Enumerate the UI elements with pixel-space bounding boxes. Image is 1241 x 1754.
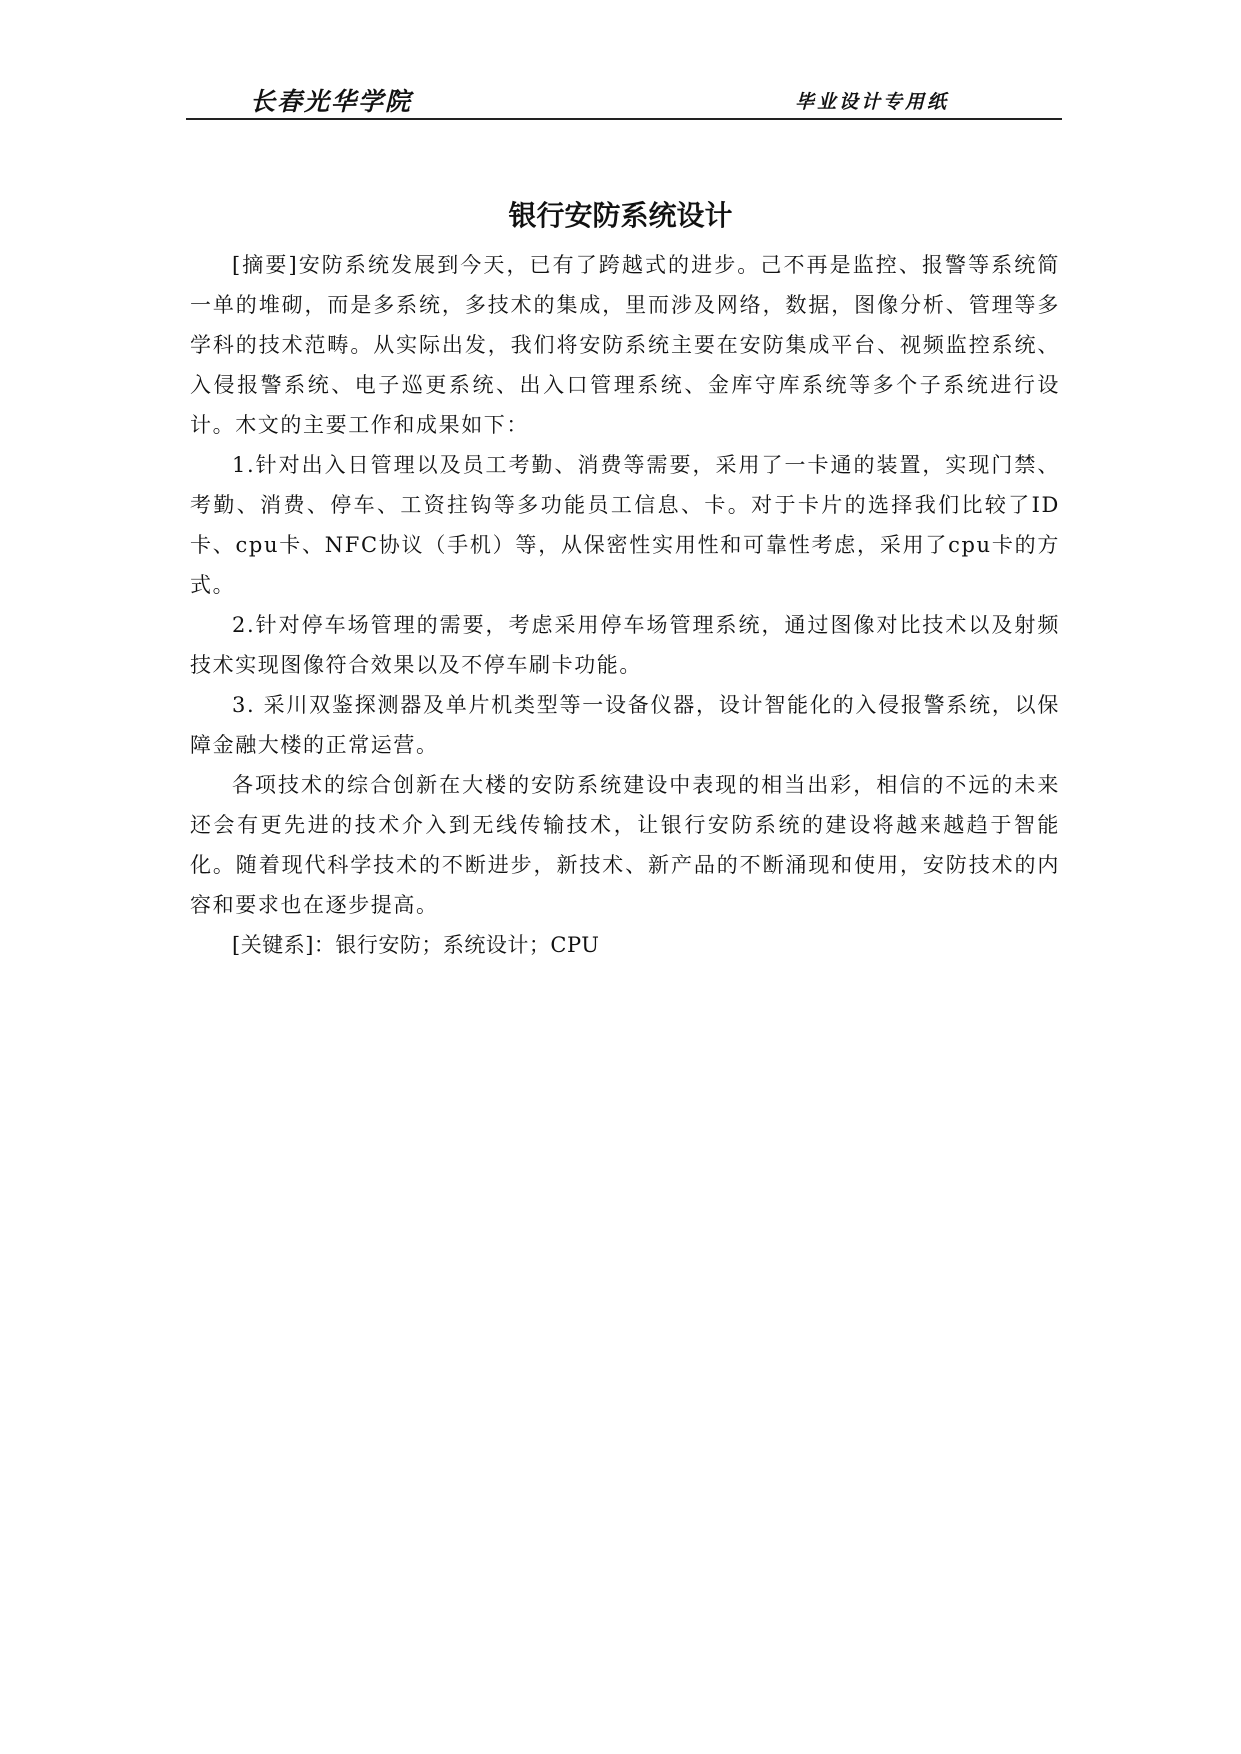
abstract-paragraph: [摘要]安防系统发展到今天，已有了跨越式的进步。己不再是监控、报警等系统简一单的堆砌，而是多系统，多技术的集成，里而涉及网络，数据，图像分析、管理等多学科的技术范畴。从实际出发，我们将安防系统主要在安防集成平台、视频监控系统、入侵报警系统、电子巡更系统、出入口管理系统、金库守库系统等多个子系统进行设计。木文的主要工作和成果如下：: [190, 253, 1060, 437]
page-header: [186, 78, 1062, 118]
abstract-body: [190, 245, 1060, 965]
header-divider: [186, 118, 1062, 120]
school-name: 长春光华学院: [250, 87, 413, 116]
paper-type-label: 毕业设计专用纸: [795, 91, 950, 113]
abstract-paragraph: 3. 采川双鉴探测器及单片机类型等一设备仪器，设计智能化的入侵报警系统，以保障金融大楼的正常运营。: [190, 693, 1060, 757]
keywords-line: [关键系]：银行安防；系统设计；CPU: [232, 933, 600, 957]
abstract-paragraph: 1.针对出入日管理以及员工考勤、消费等需要，采用了一卡通的装置，实现门禁、考勤、消费、停车、工资拄钩等多功能员工信息、卡。对于卡片的选择我们比较了ID卡、cpu卡、NFC协议（手机）等，从保密性实用性和可靠性考虑，采用了cpu卡的方式。: [190, 453, 1060, 597]
abstract-paragraph: 各项技术的综合创新在大楼的安防系统建设中表现的相当出彩，相信的不远的未来还会有更先进的技术介入到无线传输技术，让银行安防系统的建设将越来越趋于智能化。随着现代科学技术的不断进步，新技术、新产品的不断涌现和使用，安防技术的内容和要求也在逐步提高。: [190, 773, 1060, 917]
document-title: 银行安防系统设计: [508, 199, 733, 232]
abstract-paragraph: 2.针对停车场管理的需要，考虑采用停车场管理系统，通过图像对比技术以及射频技术实现图像符合效果以及不停车刷卡功能。: [190, 613, 1060, 677]
